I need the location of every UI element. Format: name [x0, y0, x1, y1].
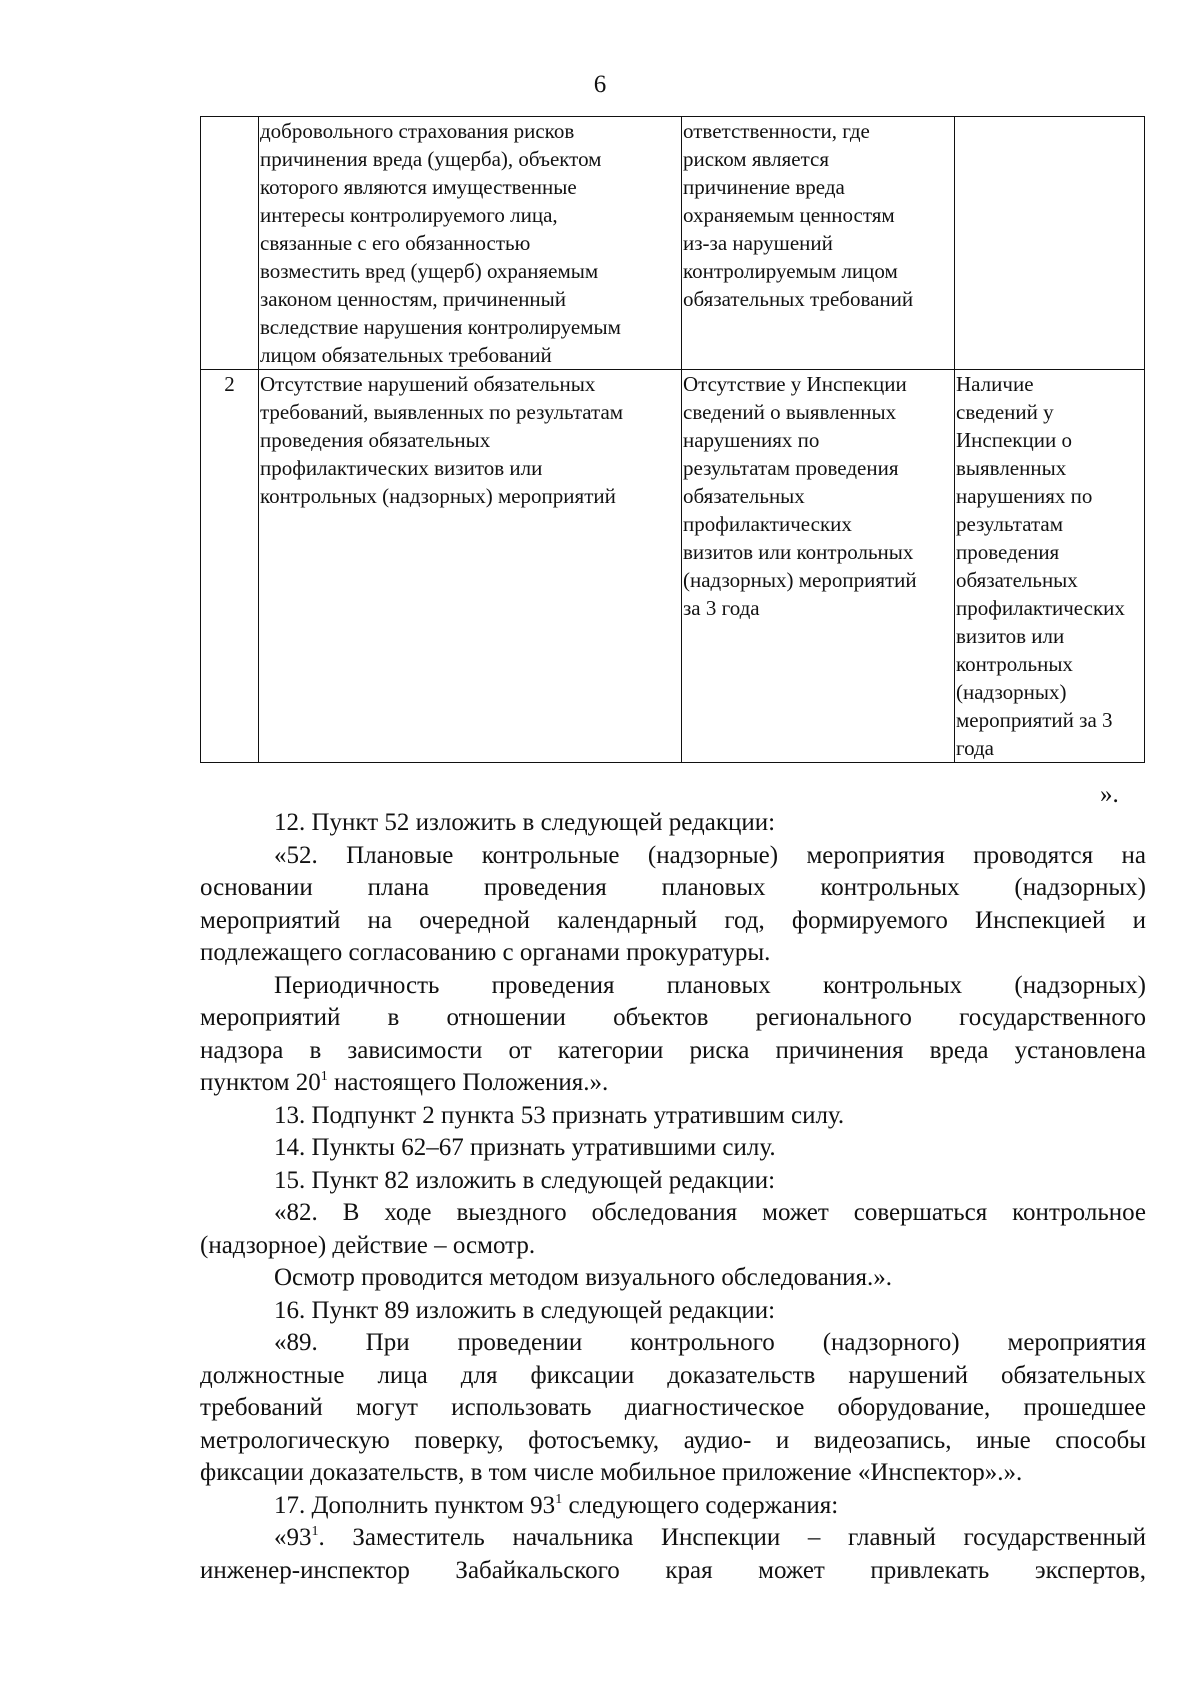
paragraph-line: Периодичность проведения плановых контрольных (надзорных)	[274, 971, 1146, 999]
cell-line: проведения	[956, 540, 1060, 564]
cell-line: результатам проведения	[683, 456, 899, 480]
cell-line: мероприятий за 3	[956, 708, 1113, 732]
cell-line: связанные с его обязанностью	[260, 231, 531, 255]
cell-line: требований, выявленных по результатам	[260, 400, 624, 424]
cell-line: ответственности, где	[683, 119, 870, 143]
moderate-risk-cell	[955, 117, 1145, 370]
paragraph-line: «$93^1$. Заместитель начальника Инспекции – главный государственный	[274, 1524, 1146, 1551]
paragraph-line: надзора в зависимости от категории риска причинения вреда установлена	[200, 1036, 1146, 1064]
closing-quote: ».	[1100, 781, 1119, 808]
paragraph-line: 16. Пункт 89 изложить в следующей редакции:	[274, 1296, 776, 1324]
low-risk-cell	[682, 370, 955, 763]
moderate-risk-cell	[955, 370, 1145, 763]
cell-line: нарушениях по	[683, 428, 820, 452]
paragraph-line: 15. Пункт 82 изложить в следующей редакции:	[274, 1166, 776, 1194]
paragraph-line: (надзорное) действие – осмотр.	[200, 1231, 536, 1259]
cell-line: которого являются имущественные	[260, 175, 577, 199]
cell-line: причинение вреда	[683, 175, 845, 199]
paragraph-line: «82. В ходе выездного обследования может совершаться контрольное	[274, 1199, 1146, 1226]
cell-line: контролируемым лицом	[683, 259, 898, 283]
paragraph-line: фиксации доказательств, в том числе мобильное приложение «Инспектор».».	[200, 1459, 1023, 1486]
paragraph-line: требований могут использовать диагностическое оборудование, прошедшее	[200, 1394, 1146, 1421]
cell-line: вследствие нарушения контролируемым	[260, 315, 621, 339]
low-risk-cell	[682, 117, 955, 370]
paragraph-line: подлежащего согласованию с органами прокуратуры.	[200, 939, 771, 966]
paragraph-line: Осмотр проводится методом визуального обследования.».	[274, 1264, 892, 1291]
paragraph-line: инженер-инспектор Забайкальского края может привлекать экспертов,	[200, 1556, 1146, 1584]
paragraph-line: мероприятий на очередной календарный год, формируемого Инспекцией и	[200, 906, 1146, 934]
criterion-cell	[259, 370, 682, 763]
cell-line: лицом обязательных требований	[260, 343, 552, 367]
page-number: 6	[593, 71, 607, 98]
cell-line: профилактических визитов или	[260, 456, 543, 480]
paragraph-line: основании плана проведения плановых контрольных (надзорных)	[200, 874, 1146, 901]
table-row	[201, 370, 1145, 763]
cell-line: из-за нарушений	[683, 231, 833, 255]
paragraph-line: пунктом $20^1$ настоящего Положения.».	[200, 1069, 609, 1096]
cell-line: нарушениях по	[956, 484, 1093, 508]
cell-line: результатам	[956, 512, 1064, 536]
cell-line: риском является	[683, 147, 830, 171]
row-number-cell: 2	[201, 370, 259, 763]
cell-line: причинения вреда (ущерба), объектом	[260, 147, 602, 171]
cell-line: интересы контролируемого лица,	[260, 203, 558, 227]
paragraph-line: 13. Подпункт 2 пункта 53 признать утратившим силу.	[274, 1101, 845, 1129]
cell-line: сведений о выявленных	[683, 400, 897, 424]
paragraph-line: «52. Плановые контрольные (надзорные) мероприятия проводятся на	[274, 841, 1146, 869]
paragraph-line: «89. При проведении контрольного (надзорного) мероприятия	[274, 1329, 1146, 1356]
superscript: 1	[311, 1524, 319, 1539]
cell-line: добровольного страхования рисков	[260, 119, 575, 143]
cell-line: Наличие	[956, 372, 1034, 396]
cell-line: обязательных	[683, 484, 805, 508]
cell-line: обязательных требований	[683, 287, 914, 311]
paragraph-line: 12. Пункт 52 изложить в следующей редакции:	[274, 809, 776, 836]
paragraph-line: должностные лица для фиксации доказательств нарушений обязательных	[200, 1361, 1146, 1389]
cell-line: (надзорных) мероприятий	[683, 568, 917, 592]
row-number-cell	[201, 117, 259, 370]
cell-line: проведения обязательных	[260, 428, 491, 452]
criterion-cell	[259, 117, 682, 370]
cell-line: Отсутствие нарушений обязательных	[260, 372, 596, 396]
paragraph-line: 14. Пункты 62–67 признать утратившими силу.	[274, 1134, 776, 1161]
paragraph-line: 17. Дополнить пунктом $93^1$ следующего содержания:	[274, 1491, 839, 1519]
superscript: 1	[555, 1491, 563, 1507]
cell-line: визитов или	[956, 624, 1065, 648]
cell-line: сведений у	[956, 400, 1054, 424]
cell-line: охраняемым ценностям	[683, 203, 895, 227]
cell-line: возместить вред (ущерб) охраняемым	[260, 259, 599, 283]
cell-line: выявленных	[956, 456, 1067, 480]
paragraph-line: метрологическую поверку, фотосъемку, аудио- и видеозапись, иные способы	[200, 1426, 1146, 1454]
risk-criteria-table	[200, 116, 1145, 763]
document-body	[200, 807, 1146, 1587]
superscript: 1	[320, 1069, 328, 1084]
cell-line: года	[956, 736, 994, 760]
cell-line: визитов или контрольных	[683, 540, 914, 564]
cell-line: законом ценностям, причиненный	[260, 287, 567, 311]
cell-line: (надзорных)	[956, 680, 1067, 704]
cell-line: контрольных	[956, 652, 1073, 676]
cell-line: Инспекции о	[956, 428, 1072, 452]
cell-line: обязательных	[956, 568, 1078, 592]
table-row	[201, 117, 1145, 370]
cell-line: контрольных (надзорных) мероприятий	[260, 484, 616, 508]
paragraph-line: мероприятий в отношении объектов регионального государственного	[200, 1004, 1146, 1031]
cell-line: профилактических	[956, 596, 1125, 620]
cell-line: Отсутствие у Инспекции	[683, 372, 907, 396]
cell-line: за 3 года	[683, 596, 760, 620]
cell-line: профилактических	[683, 512, 852, 536]
